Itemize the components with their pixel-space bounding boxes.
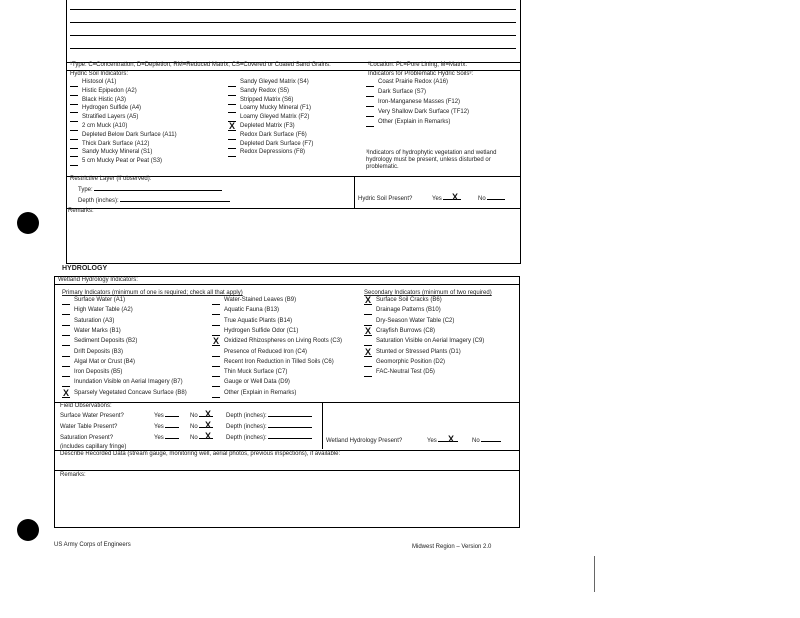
hydrology-col2-item-label: Aquatic Fauna (B13) [224,307,280,314]
hydric-col2-item-label: Redox Depressions (F8) [240,149,306,156]
hydric-col1-item-checkbox[interactable] [70,133,78,140]
hydrology-title: HYDROLOGY [62,265,108,272]
hydric-col3-item-checkbox[interactable] [366,100,374,107]
hydrology-col2-item-checkbox[interactable] [212,350,220,357]
hydrology-col2-item-checkbox[interactable] [212,380,220,387]
hydrology-col1-item-checkbox[interactable] [62,319,70,326]
field-obs-no[interactable]: No [190,424,213,431]
hydrology-col3-item-check-mark: X [365,325,372,336]
hydric-col1-item-checkbox[interactable] [70,98,78,105]
hydrology-col1-item-checkbox[interactable] [62,339,70,346]
hydric-col1-item-checkbox[interactable] [70,106,78,113]
field-obs-label: Saturation Present? [60,435,114,441]
hydric-col2-item-checkbox[interactable] [228,150,236,157]
hydrology-col1-item-checkbox[interactable] [62,329,70,336]
hydrology-col1-item-label: Sediment Deposits (B2) [74,338,138,345]
field-obs-yes[interactable]: Yes [154,424,179,431]
hydrology-col2-item-checkbox[interactable] [212,298,220,305]
hydric-col1-item-label: 5 cm Mucky Peat or Peat (S3) [82,158,163,165]
secondary-heading: Secondary Indicators (minimum of two required) [364,290,492,296]
hydric-col2-item-label: Loamy Mucky Mineral (F1) [240,105,312,112]
hydric-col1-item-checkbox[interactable] [70,142,78,149]
hydric-col3-item-label: Other (Explain in Remarks) [378,119,451,125]
hydric-col2-item-label: Depleted Matrix (F3) [240,123,295,129]
field-obs-depth[interactable]: Depth (inches): [226,424,312,431]
hydrology-col2-item-label: Oxidized Rhizospheres on Living Roots (C3) [224,338,343,345]
hydrology-col3-item-label: Surface Soil Cracks (B6) [376,297,442,303]
hydric-present-yes: Yes [432,196,461,203]
field-obs-label: Water Table Present? [60,424,118,430]
hydric-col1-item-checkbox[interactable] [70,80,78,87]
hydrology-col3-item-checkbox[interactable] [364,370,372,377]
hydric-col1-item-label: Depleted Below Dark Surface (A11) [82,131,177,138]
field-obs-no[interactable]: No [190,413,213,420]
field-obs-mark: X [205,409,212,419]
hydrology-col1-item-label: High Water Table (A2) [74,307,133,314]
hydric-present-no: No [478,196,505,203]
hydrology-col1-item-label: Water Marks (B1) [74,327,121,334]
hydric-soil-heading: Hydric Soil Indicators: [70,71,129,77]
hydric-col2-item-label: Sandy Redox (S5) [240,87,290,94]
restrictive-heading: Restrictive Layer (if observed): [70,176,152,182]
hydric-col2-item-checkbox[interactable] [228,142,236,149]
hydrology-col1-item-checkbox[interactable] [62,380,70,387]
location-note: ²Location: PL=Pore Lining, M=Matrix. [368,62,468,68]
wetland-present-mark: X [448,434,455,444]
hydric-col3-item-checkbox[interactable] [366,80,374,87]
hydric-col3-item-checkbox[interactable] [366,120,374,127]
hydric-present-label: Hydric Soil Present? [358,196,413,202]
hydric-col1-item-label: Histic Epipedon (A2) [82,87,137,94]
field-obs-no[interactable]: No [190,435,213,442]
footer-left: US Army Corps of Engineers [54,542,131,548]
hydrology-col1-item-label: Iron Deposits (B5) [74,369,123,376]
field-obs-mark: X [205,420,212,430]
hydric-col3-item-label: Very Shallow Dark Surface (TF12) [378,109,470,115]
hydrology-col2-item-label: Recent Iron Reduction in Tilled Soils (C6) [224,358,334,365]
hydrology-col3-item-label: Dry-Season Water Table (C2) [376,317,455,324]
hydric-col3-item-label: Dark Surface (S7) [378,89,427,95]
hydric-col3-item-label: Iron-Manganese Masses (F12) [378,99,461,105]
hydrology-col1-item-checkbox[interactable] [62,308,70,315]
hydrology-col3-item-checkbox[interactable] [364,360,372,367]
hydrology-col2-item-label: Water-Stained Leaves (B9) [224,297,297,303]
hydrology-col1-item-checkbox[interactable] [62,298,70,305]
hydric-col1-item-label: 2 cm Muck (A10) [82,123,128,129]
hydrology-col2-item-label: True Aquatic Plants (B14) [224,317,293,324]
field-obs-mark: X [205,431,212,441]
hydrology-col3-item-label: FAC-Neutral Test (D5) [376,369,435,376]
hydrology-col3-item-check-mark: X [365,346,372,357]
hydric-col2-item-checkbox[interactable] [228,133,236,140]
hydrology-col1-item-label: Sparsely Vegetated Concave Surface (B8) [74,389,187,396]
hydrology-col2-item-label: Presence of Reduced Iron (C4) [224,348,308,355]
capillary-note: (includes capillary fringe) [60,444,127,450]
type-note: ¹Type: C=Concentration, D=Depletion, RM=Reduced Matrix, CS=Covered or Coated Sand Grains. [70,62,331,68]
hydrology-col2-item-checkbox[interactable] [212,370,220,377]
hydric-col2-item-checkbox[interactable] [228,89,236,96]
hydrology-col2-item-checkbox[interactable] [212,319,220,326]
hydric-col1-item-checkbox[interactable] [70,115,78,122]
hydric-col1-item-label: Black Histic (A3) [82,96,127,103]
hydrology-col2-item-checkbox[interactable] [212,308,220,315]
hydric-col2-item-checkbox[interactable] [228,80,236,87]
hydric-col2-item-checkbox[interactable] [228,106,236,113]
hydric-col1-item-checkbox[interactable] [70,124,78,131]
hydrology-col2-item-checkbox[interactable] [212,391,220,398]
hydrology-col3-item-check-mark: X [365,295,372,305]
hydric-col2-item-label: Stripped Matrix (S6) [240,96,294,103]
wetland-indicators-heading: Wetland Hydrology Indicators: [58,277,138,283]
problematic-heading: Indicators for Problematic Hydric Soils³: [368,71,474,77]
margin-mark [594,556,595,592]
wetland-present-label: Wetland Hydrology Present? [326,438,403,444]
hydric-col2-item-label: Loamy Gleyed Matrix (F2) [240,114,310,121]
hydrology-col2-item-label: Thin Muck Surface (C7) [224,369,288,376]
hydric-col2-item-check-mark: X [229,121,236,131]
hydrology-col2-item-label: Other (Explain in Remarks) [224,389,297,396]
footer-right: Midwest Region – Version 2.0 [412,544,492,550]
hydric-col1-item-label: Hydrogen Sulfide (A4) [82,105,142,112]
hydrology-col3-item-label: Saturation Visible on Aerial Imagery (C9) [376,338,485,345]
hydrology-col3-item-checkbox[interactable] [364,319,372,326]
field-obs-label: Surface Water Present? [60,413,124,419]
hydric-col1-item-checkbox[interactable] [70,89,78,96]
hydric-present-mark: X [452,192,459,202]
hydrology-col1-item-label: Saturation (A3) [74,317,115,324]
hydrology-remarks-label: Remarks: [60,472,86,478]
hydrology-col3-item-label: Geomorphic Position (D2) [376,358,446,365]
hydric-remarks-label: Remarks: [68,208,94,214]
hydric-col2-item-checkbox[interactable] [228,98,236,105]
hydric-col1-item-label: Histosol (A1) [82,79,117,85]
hydrology-col2-item-label: Gauge or Well Data (D9) [224,379,290,386]
wetland-present-yes: Yes [427,438,458,445]
hydric-col1-item-checkbox[interactable] [70,159,78,166]
hydrology-col1-item-check-mark: X [63,387,70,398]
hydric-col1-item-label: Sandy Mucky Mineral (S1) [82,149,153,156]
hydrology-col2-item-checkbox[interactable] [212,329,220,336]
hydrology-col2-item-checkbox[interactable] [212,360,220,367]
hydrology-col1-item-label: Inundation Visible on Aerial Imagery (B7) [74,379,183,386]
hydrology-col3-item-label: Stunted or Stressed Plants (D1) [376,348,461,355]
hydrology-col1-item-label: Algal Mat or Crust (B4) [74,358,136,365]
field-obs-yes[interactable]: Yes [154,435,179,442]
hydrology-col2-item-check-mark: X [213,336,220,347]
hydrology-col1-item-label: Surface Water (A1) [74,297,126,303]
field-obs-depth[interactable]: Depth (inches): [226,413,312,420]
hydric-col3-item-label: Coast Prairie Redox (A16) [378,79,449,85]
restrictive-depth-label: Depth (inches): [78,198,230,205]
field-obs-yes[interactable]: Yes [154,413,179,420]
hydrology-col1-item-label: Drift Deposits (B3) [74,348,124,355]
restrictive-type-label: Type: [78,187,222,194]
binder-hole-top [17,212,39,234]
primary-heading: Primary Indicators (minimum of one is required; check all that apply) [62,290,243,296]
hydric-col1-item-label: Thick Dark Surface (A12) [82,140,150,147]
binder-hole-bottom [17,519,39,541]
hydric-col3-item-checkbox[interactable] [366,110,374,117]
hydrology-col1-item-checkbox[interactable] [62,370,70,377]
hydrology-col1-item-checkbox[interactable] [62,360,70,367]
hydric-col2-item-label: Redox Dark Surface (F6) [240,131,307,138]
hydrology-col2-item-label: Hydrogen Sulfide Odor (C1) [224,327,299,334]
wetland-present-no: No [472,438,501,445]
hydric-footnote: ³Indicators of hydrophytic vegetation and wetland hydrology must be present, unless disturbed or problematic. [366,150,497,170]
hydrology-col3-item-checkbox[interactable] [364,339,372,346]
hydrology-col3-item-label: Crayfish Burrows (C8) [376,327,436,334]
hydric-col2-item-label: Depleted Dark Surface (F7) [240,140,314,147]
describe-label: Describe Recorded Data (stream gauge, monitoring well, aerial photos, previous inspections), if available: [60,451,341,457]
hydrology-col1-item-checkbox[interactable] [62,350,70,357]
field-obs-heading: Field Observations: [60,403,112,409]
hydrology-col3-item-label: Drainage Patterns (B10) [376,307,441,314]
hydric-col1-item-label: Stratified Layers (A5) [82,114,139,121]
field-obs-depth[interactable]: Depth (inches): [226,435,312,442]
hydric-col3-item-checkbox[interactable] [366,90,374,97]
hydric-col1-item-checkbox[interactable] [70,150,78,157]
hydric-col2-item-label: Sandy Gleyed Matrix (S4) [240,79,309,85]
hydrology-col3-item-checkbox[interactable] [364,308,372,315]
